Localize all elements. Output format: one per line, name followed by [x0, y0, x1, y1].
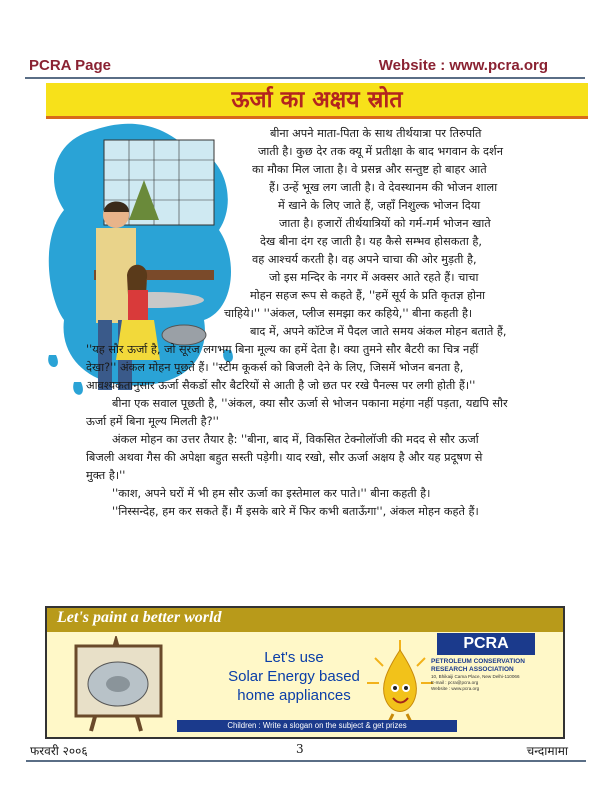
story-line: देखा?'' अंकल मोहन पूछते हैं। ''स्टीम कूकर्स को बिजली देने के लिए, जिसमें भोजन बनता है,: [86, 361, 464, 374]
story-line: ऊर्जा हमें बिना मूल्य मिलती है?'': [86, 415, 219, 428]
story-line: ''काश, अपने घरों में भी हम सौर ऊर्जा का इस्तेमाल कर पाते।'' बीना कहती है।: [112, 487, 431, 500]
footer-date: फरवरी २००६: [30, 744, 88, 758]
story-line: अंकल मोहन का उत्तर तैयार है: ''बीना, बाद में, विकसित टेक्नोलॉजी की मदद से सौर ऊर्जा: [112, 433, 479, 446]
story-line: चाहिये।'' ''अंकल, प्लीज समझा कर कहिये,'' बीना कहती है।: [224, 307, 473, 320]
story-line: ''यह सौर ऊर्जा है, जो सूरज लगभग बिना मूल्य का हमें देता है। क्या तुमने सौर बैटरी का चित्र नहीं: [86, 343, 479, 356]
pcra-logo: PCRA: [437, 633, 535, 655]
solar-cooker-easel-icon: [61, 636, 191, 736]
story-line: आवश्यकतानुसार ऊर्जा सैकडों सौर बैटरियों से आती है जो छत पर रखे पैनल्स पर लगी होती हैं।'': [86, 379, 476, 392]
page-number: 3: [296, 742, 304, 756]
org-website[interactable]: Website : www.pcra.org: [431, 686, 480, 691]
story-line: मोहन सहज रूप से कहते हैं, ''हमें सूर्य के प्रति कृतज्ञ होना: [250, 289, 486, 302]
org-address: 10, Bhikaiji Cama Place, New Delhi-110066: [431, 674, 520, 679]
wrapped-text: [86, 125, 561, 341]
org-name-line: RESEARCH ASSOCIATION: [431, 666, 514, 673]
story-line: जो इस मन्दिर के नगर में अक्सर आते रहते हैं। चाचा: [269, 271, 479, 284]
header-left: PCRA Page: [29, 57, 111, 74]
ad-footer-bar: Children : Write a slogan on the subject & get prizes: [177, 720, 457, 732]
pcra-logo-block: [431, 633, 551, 692]
title-band: [46, 83, 588, 119]
story-line: देख बीना दंग रह जाती है। यह कैसे सम्भव होसकता है,: [260, 235, 482, 248]
footer-rule: [26, 760, 586, 762]
story-line: बिजली अथवा गैस की अपेक्षा बहुत सस्ती पड़ेगी। याद रखो, सौर ऊर्जा अक्षय है और यह प्रदूषण से: [86, 451, 483, 464]
page-title: ऊर्जा का अक्षय स्रोत: [231, 86, 403, 113]
story-line: ''निस्सन्देह, हम कर सकते हैं। मैं इसके बारे में फिर कभी बताऊँगा'', अंकल मोहन कहते हैं।: [112, 505, 479, 518]
story-line: बीना अपने माता-पिता के साथ तीर्थयात्रा पर तिरुपति: [270, 127, 482, 140]
ad-main-line: Let's use: [264, 649, 324, 666]
story-line: बीना एक सवाल पूछती है, ''अंकल, क्या सौर ऊर्जा से भोजन पकाना महंगा नहीं पड़ता, यद्यपि सौर: [112, 397, 508, 410]
ad-main-text: [219, 648, 369, 705]
ad-main-line: home appliances: [237, 687, 351, 704]
header-website[interactable]: Website : www.pcra.org: [378, 57, 548, 74]
story-line: का मौका मिल जाता है। वे प्रसन्न और सन्तुष्ट हो बाहर आते: [252, 163, 487, 176]
story-line: वह आश्चर्य करती है। वह अपने चाचा की ओर मुड़ती है,: [252, 253, 477, 266]
story-line: जाती है। कुछ देर तक क्यू में प्रतीक्षा के बाद भगवान के दर्शन: [258, 145, 504, 158]
footer-magazine: चन्दामामा: [526, 744, 568, 758]
story-line: जाता है। हजारों तीर्थयात्रियों को गर्म-गर्म भोजन खाते: [279, 217, 491, 230]
story-line: बाद में, अपने कॉटेज में पैदल जाते समय अंकल मोहन बताते हैं,: [250, 325, 507, 338]
story-line: मुक्त है।'': [86, 469, 126, 482]
ad-banner: [47, 608, 563, 632]
story-line: में खाने के लिए जाते हैं, जहाँ निशुल्क भोजन दिया: [278, 199, 481, 212]
ad-tagline: Let's paint a better world: [57, 609, 222, 626]
ad-main-line: Solar Energy based: [228, 668, 360, 685]
story-line: हैं। उन्हें भूख लग जाती है। वे देवस्थानम की भोजन शाला: [269, 181, 498, 194]
header-rule: [25, 77, 585, 79]
body-text: [86, 341, 561, 521]
org-email[interactable]: E-mail : pcra@pcra.org: [431, 680, 479, 685]
org-name-line: PETROLEUM CONSERVATION: [431, 658, 525, 665]
oil-drop-mascot-icon: [365, 638, 435, 728]
pcra-advertisement: [45, 606, 565, 739]
